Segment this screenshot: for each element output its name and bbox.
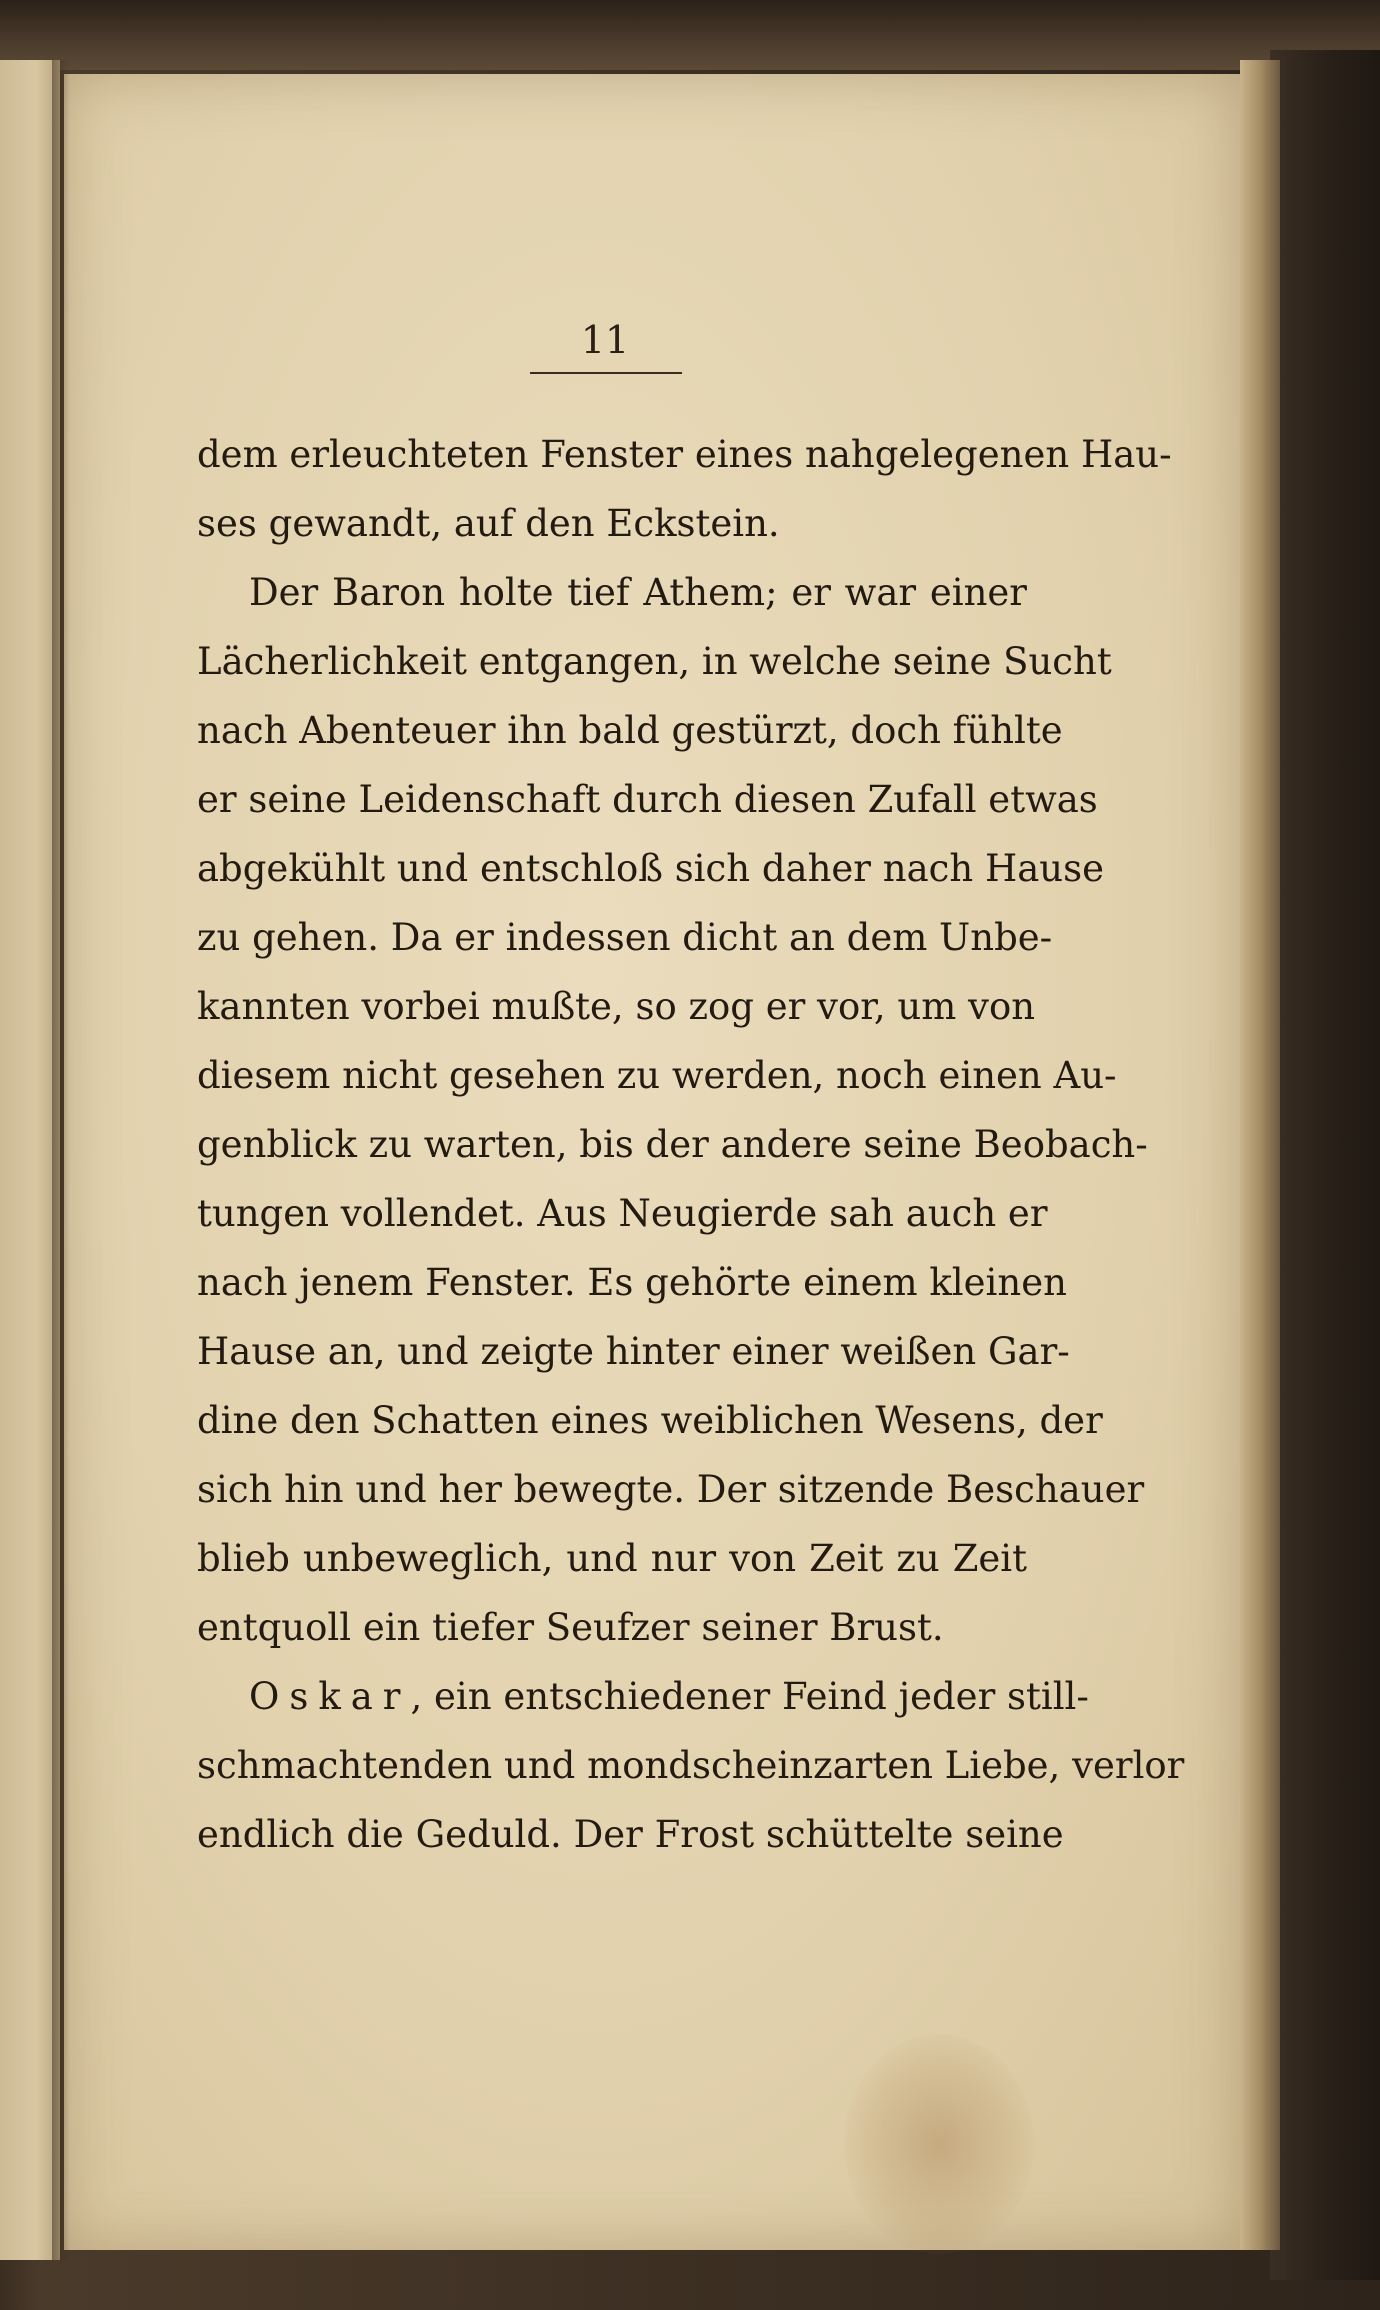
text-line: sich hin und her bewegte. Der sitzende Beschauer — [197, 1468, 1145, 1511]
book-cover-edge — [1270, 50, 1380, 2280]
page-number: 11 — [580, 318, 630, 362]
text-line: entquoll ein tiefer Seufzer seiner Brust. — [197, 1606, 944, 1649]
body-text — [197, 420, 1185, 1869]
text-line: tungen vollendet. Aus Neugierde sah auch er — [197, 1192, 1048, 1235]
page-number-rule — [530, 372, 682, 374]
text-line: abgekühlt und entschloß sich daher nach Hause — [197, 847, 1104, 890]
text-line: kannten vorbei mußte, so zog er vor, um von — [197, 985, 1036, 1028]
spine-shadow — [52, 60, 70, 2260]
text-line: nach Abenteuer ihn bald gestürzt, doch fühlte — [197, 709, 1063, 752]
text-line: dem erleuchteten Fenster eines nahgelegenen Hau- — [197, 433, 1172, 476]
text-line: endlich die Geduld. Der Frost schüttelte seine — [197, 1813, 1064, 1856]
text-line: genblick zu warten, bis der andere seine Beobach- — [197, 1123, 1148, 1166]
text-line: zu gehen. Da er indessen dicht an dem Unbe- — [197, 916, 1053, 959]
book-top-edge — [0, 0, 1380, 70]
left-page-edge — [0, 60, 60, 2260]
text-line: schmachtenden und mondscheinzarten Liebe, verlor — [197, 1744, 1185, 1787]
text-line: diesem nicht gesehen zu werden, noch einen Au- — [197, 1054, 1117, 1097]
text-line-rest: , ein entschiedener Feind jeder still- — [410, 1675, 1089, 1718]
page-stack-edge — [1240, 60, 1280, 2250]
text-line: ses gewandt, auf den Eckstein. — [197, 502, 780, 545]
text-line: Der Baron holte tief Athem; er war einer — [249, 571, 1027, 614]
text-line: er seine Leidenschaft durch diesen Zufall etwas — [197, 778, 1098, 821]
text-line: Lächerlichkeit entgangen, in welche seine Sucht — [197, 640, 1112, 683]
page-stain — [844, 2034, 1034, 2254]
text-line: blieb unbeweglich, und nur von Zeit zu Zeit — [197, 1537, 1027, 1580]
text-line: Hause an, und zeigte hinter einer weißen Gar- — [197, 1330, 1070, 1373]
text-line: nach jenem Fenster. Es gehörte einem kleinen — [197, 1261, 1067, 1304]
name-oskar: Oskar — [249, 1675, 411, 1718]
text-line: dine den Schatten eines weiblichen Wesens, der — [197, 1399, 1103, 1442]
text-line-paragraph — [197, 1662, 1089, 1731]
